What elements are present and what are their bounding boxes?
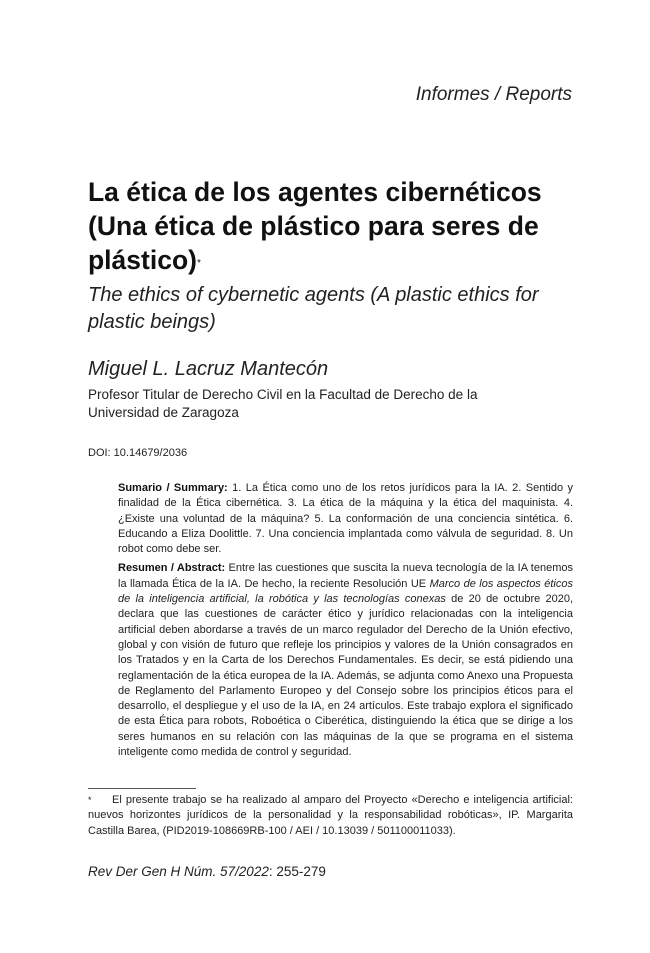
journal-citation: Rev Der Gen H Núm. 57/2022 bbox=[88, 864, 269, 879]
summary-label: Sumario / Summary: bbox=[118, 482, 228, 494]
footnote-mark: * bbox=[88, 795, 92, 805]
author-name: Miguel L. Lacruz Mantecón bbox=[88, 358, 329, 380]
title-footnote-mark: * bbox=[196, 258, 201, 269]
title-text: La ética de los agentes cibernéticos (Una ética de plástico para seres de plástico) bbox=[88, 177, 542, 275]
article-subtitle: The ethics of cybernetic agents (A plastic ethics for plastic beings) bbox=[88, 284, 539, 333]
page-range: : 255-279 bbox=[268, 864, 326, 879]
abstract-resolution-title: Marco de los aspectos éticos de la inteligencia artificial, la robótica y las tecnologías conexas bbox=[118, 577, 573, 606]
abstract-text-before: Entre las cuestiones que suscita la nueva tecnología de la IA tenemos la llamada Ética de la IA. De hecho, la reciente Resolución UE bbox=[118, 562, 573, 590]
doi-link[interactable]: DOI: 10.14679/2036 bbox=[88, 447, 188, 459]
footnote-divider bbox=[88, 788, 196, 789]
abstract-block bbox=[118, 481, 573, 764]
author-affiliation: Profesor Titular de Derecho Civil en la Facultad de Derecho de la Universidad de Zaragoza bbox=[88, 387, 478, 420]
summary-paragraph bbox=[118, 481, 573, 557]
summary-text: 1. La Ética como uno de los retos jurídicos para la IA. 2. Sentido y finalidad de la Ética cibernética. 3. La ética de la máquina y la ética del maquinista. 4. ¿Existe una voluntad de la máquina? 5. La conformación de una conciencia sintética. 6. Educando a Eliza Doolittle. 7. Una conciencia implantada como válvula de seguridad. 8. Un robot como debe ser. bbox=[118, 482, 574, 556]
abstract-text-after: de 20 de octubre 2020, declara que las cuestiones de carácter ético y jurídico relacionadas con la inteligencia artificial deben abordarse a través de un marco regulador del Derecho de la Unión efectivo, global y con visión de futuro que refleje los principios y valores de la Unión consagrados en los Tratados y en la Carta de los Derechos Fundamentales. Es decir, se está pidiendo una reglamentación de la ética europea de la IA. Además, se adjunta como Anexo una Propuesta de Reglamento del Parlamento Europeo y del Consejo sobre los principios éticos para el desarrollo, el despliegue y el uso de la IA, en 24 artículos. Este trabajo explora el significado de esta Ética para robots, Roboética o Ciberética, distinguiendo la ética que se dirige a los seres humanos en su relación con las máquinas de la que se programa en el sistema inteligente como medida de control y seguridad. bbox=[118, 593, 574, 759]
running-footer bbox=[88, 864, 326, 879]
abstract-label: Resumen / Abstract: bbox=[118, 562, 226, 575]
article-title bbox=[88, 175, 568, 277]
abstract-paragraph bbox=[118, 561, 573, 760]
section-label: Informes / Reports bbox=[415, 84, 572, 105]
footnote-text: El presente trabajo se ha realizado al amparo del Proyecto «Derecho e inteligencia artificial: nuevos horizontes jurídicos de la personalidad y la responsabilidad robóticas», IP. Margarita Castilla Barea, (PID2019-108669RB-100 / AEI / 10.13039 / 501100011033). bbox=[88, 794, 573, 837]
footnote bbox=[88, 793, 573, 839]
